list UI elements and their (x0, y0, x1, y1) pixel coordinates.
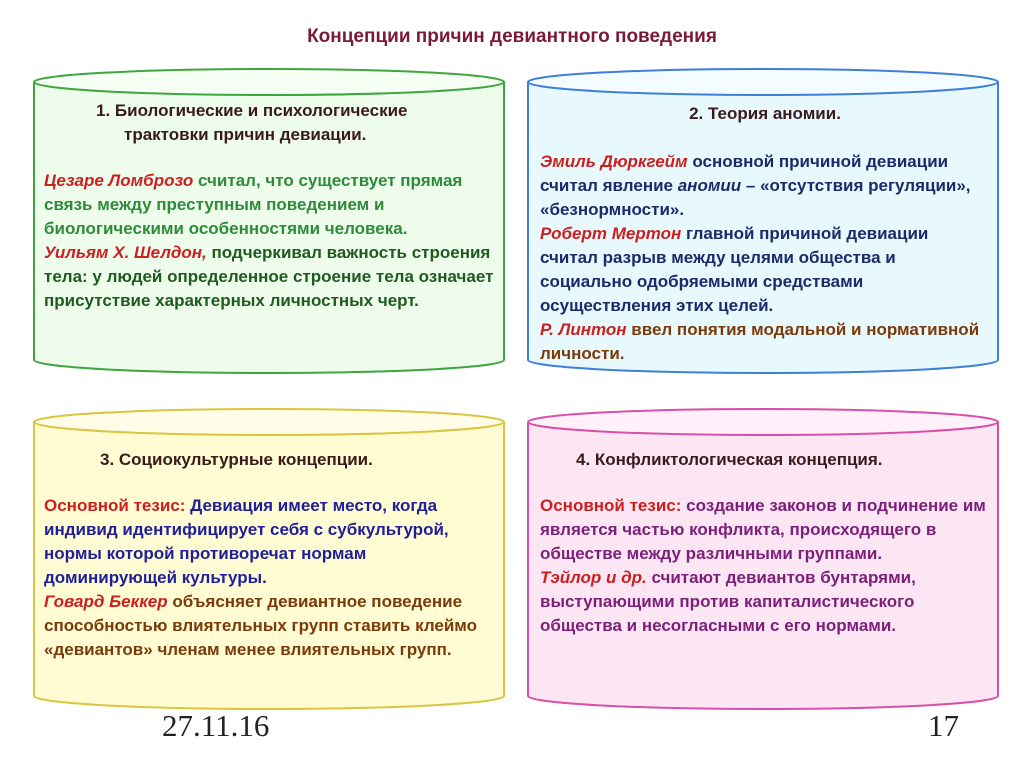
box4-thesis-label: Основной тезис: (540, 496, 682, 515)
box1-heading-line1: 1. Биологические и психологические (96, 101, 408, 120)
box2-heading: 2. Теория аномии. (689, 104, 841, 123)
cylinder-box-anomie (524, 66, 1002, 380)
text-becker: объясняет девиантное поведение способностью влиятельных групп ставить клеймо «девиантов» членам менее влиятельных групп. (44, 592, 478, 659)
box3-paragraph-thesis (44, 494, 500, 590)
name-durkheim: Эмиль Дюркгейм (540, 152, 688, 171)
box1-paragraph-sheldon (44, 241, 496, 313)
box3-paragraph-becker (44, 590, 500, 662)
name-lombroso: Цезаре Ломброзо (44, 171, 194, 190)
box4-thesis-text: создание законов и подчинение им является частью конфликта, происходящего в обществе между различными группами. (540, 496, 986, 563)
cylinder-box-biological (30, 66, 508, 380)
cylinder-box-conflict (524, 406, 1002, 714)
box2-paragraph-durkheim (540, 150, 990, 222)
text-durkheim-a: основной причиной девиации считал явление (540, 152, 949, 195)
slide-date: 27.11.16 (162, 708, 270, 743)
name-linton: Р. Линтон (540, 320, 627, 339)
text-durkheim-b: – «отсутствия регуляции», «безнормности». (540, 176, 971, 219)
box1-heading-line2: трактовки причин девиации. (124, 125, 367, 144)
slide-page-number: 17 (928, 708, 959, 743)
text-taylor: считают девиантов бунтарями, выступающими против капиталистического общества и несогласными с его нормами. (540, 568, 916, 635)
box2-paragraph-merton (540, 222, 990, 318)
box2-paragraph-linton (540, 318, 990, 366)
box4-heading: 4. Конфликтологическая концепция. (576, 450, 883, 469)
text-linton: ввел понятия модальной и нормативной личности. (540, 320, 980, 363)
box3-heading: 3. Социокультурные концепции. (100, 450, 373, 469)
box2-content (540, 102, 990, 366)
name-sheldon: Уильям Х. Шелдон, (44, 243, 207, 262)
box3-thesis-text: Девиация имеет место, когда индивид идентифицирует себя с субкультурой, нормы которой противоречат нормам доминирующей культуры. (44, 496, 449, 587)
cylinder-box-sociocultural (30, 406, 508, 714)
name-merton: Роберт Мертон (540, 224, 682, 243)
name-becker: Говард Беккер (44, 592, 168, 611)
name-taylor: Тэйлор и др. (540, 568, 647, 587)
box4-content (540, 448, 992, 638)
text-lombroso: считал, что существует прямая связь между преступным поведением и биологическими особенностями человека. (44, 171, 463, 238)
box1-content (44, 99, 496, 313)
term-anomie: аномии (677, 176, 742, 195)
text-merton: главной причиной девиации считал разрыв между целями общества и социально одобряемыми средствами осуществления этих целей. (540, 224, 929, 315)
box3-content (44, 448, 500, 662)
slide-title: Концепции причин девиантного поведения (307, 26, 717, 47)
box1-paragraph-lombroso (44, 169, 496, 241)
text-sheldon: подчеркивал важность строения тела: у людей определенное строение тела означает присутствие характерных личностных черт. (44, 243, 494, 310)
box3-thesis-label: Основной тезис: (44, 496, 186, 515)
box4-paragraph-thesis (540, 494, 992, 566)
box4-paragraph-taylor (540, 566, 992, 638)
